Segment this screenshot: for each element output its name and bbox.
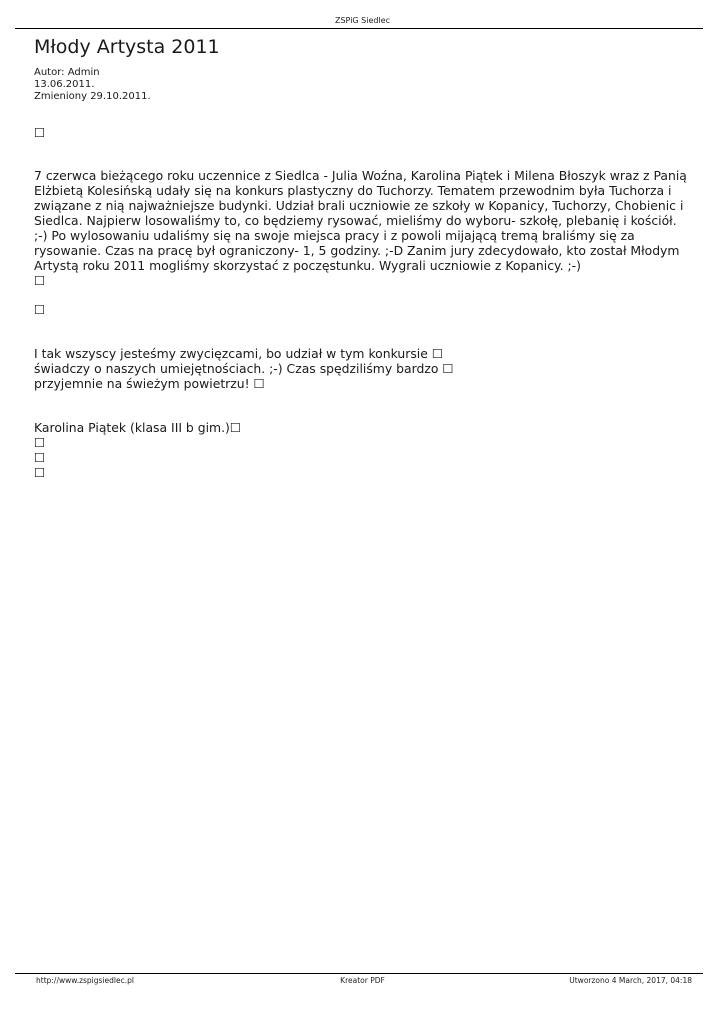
- header-divider: [15, 28, 703, 29]
- missing-glyph-box: ☐: [34, 465, 46, 480]
- closing-line: przyjemnie na świeżym powietrzu! ☐: [34, 376, 265, 391]
- missing-glyph-box: ☐: [34, 273, 46, 288]
- author-line: Autor: Admin: [34, 67, 100, 78]
- missing-glyph-box: ☐: [34, 435, 46, 450]
- footer-generator: Kreator PDF: [340, 976, 385, 985]
- article-title: Młody Artysta 2011: [34, 36, 220, 58]
- closing-line: I tak wszyscy jesteśmy zwycięzcami, bo udział w tym konkursie ☐: [34, 346, 443, 361]
- closing-paragraph: [34, 346, 694, 391]
- placeholder-glyph-block: [34, 302, 694, 317]
- placeholder-glyph-block: [34, 125, 694, 140]
- modified-date: Zmieniony 29.10.2011.: [34, 91, 151, 102]
- closing-line: świadczy o naszych umiejętnościach. ;-) Czas spędziliśmy bardzo ☐: [34, 361, 454, 376]
- article-paragraph-block: [34, 168, 694, 288]
- article-paragraph: 7 czerwca bieżącego roku uczennice z Siedlca - Julia Woźna, Karolina Piątek i Milena Błoszyk wraz z Panią Elżbietą Kolesińską udały się na konkurs plastyczny do Tuchorzy. Tematem przewodnim była Tuchorza i związane z nią najważniejsze budynki. Udział brali uczniowie ze szkoły w Kopanicy, Tuchorzy, Chobienic i Siedlca. Najpierw losowaliśmy to, co będziemy rysować, mieliśmy do wyboru- szkołę, plebanię i kościół. ;-) Po wylosowaniu udaliśmy się na swoje miejsca pracy i z powoli mijającą tremą braliśmy się za rysowanie. Czas na pracę był ograniczony- 1, 5 godziny. ;-D Zanim jury zdecydowało, kto został Młodym Artystą roku 2011 mogliśmy skorzystać z poczęstunku. Wygrali uczniowie z Kopanicy. ;-): [34, 168, 687, 273]
- article-meta: [34, 67, 151, 103]
- signature-block: [34, 420, 694, 480]
- missing-glyph-box: ☐: [34, 450, 46, 465]
- missing-glyph-box: ☐: [34, 302, 46, 317]
- footer-url[interactable]: http://www.zspigsiedlec.pl: [36, 976, 134, 985]
- signature: Karolina Piątek (klasa III b gim.)☐: [34, 420, 241, 435]
- footer-created: Utworzono 4 March, 2017, 04:18: [569, 976, 692, 985]
- footer-divider: [15, 973, 703, 974]
- site-header: ZSPiG Siedlec: [334, 16, 390, 25]
- missing-glyph-box: ☐: [34, 125, 46, 140]
- publish-date: 13.06.2011.: [34, 79, 95, 90]
